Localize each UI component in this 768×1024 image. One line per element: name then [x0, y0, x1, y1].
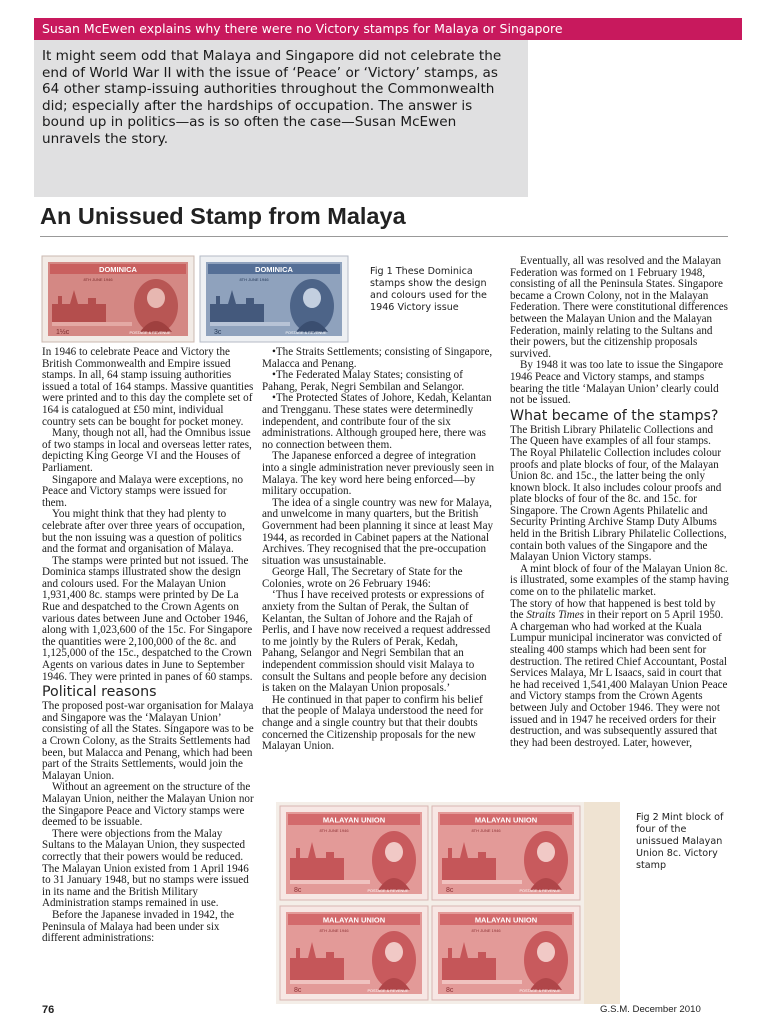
stamp-country: MALAYAN UNION	[322, 815, 386, 825]
issue-date: G.S.M. December 2010	[600, 1004, 701, 1015]
stamp-value: 8c	[294, 887, 302, 894]
section-banner: Susan McEwen explains why there were no Victory stamps for Malaya or Singapore	[34, 18, 742, 40]
paragraph: The idea of a single country was new for Malaya, and unwelcome in many quarters, but the British Government had been planning it since at least May 1944, as recorded in Cabinet papers at the National Archives. They recognised that the pre-occupation situation was unsustainable.	[262, 496, 494, 567]
dominica-3c-stamp	[200, 256, 348, 342]
paragraph: In 1946 to celebrate Peace and Victory the British Commonwealth and Empire issued stamps. In all, 64 stamp issuing authorities issued a total of 164 stamps. Massive quantities were printed and to this day the complete set of 164 is catalogued at £50 mint, individual country sets can be bought for pocket money.	[42, 346, 254, 428]
subheading-political-reasons: Political reasons	[42, 684, 157, 701]
paragraph: The British Library Philatelic Collections and The Queen have examples of all four stamps. The Royal Philatelic Collection includes colour proofs and plate blocks of four, of the Malayan Union 8c. and 15c., the latter being the only known block. It also includes colour proofs and plate blocks of four of the 8c. and 15c. for Singapore. The Crown Agents Philatelic and Security Printing Archive Stamp Duty Albums held in the British Library Philatelic Collections, contain both values of the Singapore and the Malayan Union Victory stamps.	[510, 423, 727, 564]
stamp-legend: POSTAGE & REVENUE	[285, 331, 327, 335]
malayan-union-stamp	[280, 906, 428, 1000]
paragraph: The Japanese enforced a degree of integration into a single administration never previously seen in Malaya. The key word here being enforced—by military occupation.	[262, 450, 494, 498]
stamp-date: 8TH JUNE 1946	[83, 277, 113, 282]
text-run: The story of how that happened is best told by the	[510, 597, 716, 622]
fig1-caption: Fig 1 These Dominica stamps show the design and colours used for the 1946 Victory issue	[370, 266, 487, 313]
page-number: 76	[42, 1004, 55, 1016]
column-2	[262, 347, 494, 753]
malayan-union-stamp	[432, 806, 580, 900]
paragraph: The stamps were printed but not issued. The Dominica stamps illustrated show the design and colours used. For the Malayan Union 1,931,400 8c. stamps were printed by De La Rue and despatched to the Crown Agents on various dates between June and October 1946, along with 1,023,600 of the 15c. For Singapore the quantities were 2,100,000 of the 8c. and 1,125,000 of the 15c., despatched to the Crown Agents on various dates in June to September 1946. They were printed in panes of 60 stamps.	[42, 554, 253, 683]
paragraph: Eventually, all was resolved and the Malayan Federation was formed on 1 February 1948, consisting of all the Peninsula States. Singapore became a Crown Colony, not in the Malayan Federation. There were constitutional differences between the Malayan Union and the Malayan Federation, mainly relating to the Sultans and their powers, but the citizenship proposals survived.	[510, 255, 728, 360]
malayan-union-stamp	[432, 906, 580, 1000]
sheet-margin	[584, 802, 620, 1004]
malayan-union-stamp	[280, 806, 428, 900]
paragraph: Many, though not all, had the Omnibus issue of two stamps in local and overseas letter rates, depicting King George VI and the Houses of Parliament.	[42, 427, 252, 474]
column-3	[510, 256, 730, 749]
paragraph: Before the Japanese invaded in 1942, the Peninsula of Malaya had been under six different administrations:	[42, 908, 235, 945]
paragraph: Singapore and Malaya were exceptions, no Peace and Victory stamps were issued for them.	[42, 473, 243, 509]
standfirst: It might seem odd that Malaya and Singapore did not celebrate the end of World War II with the issue of ‘Peace’ or ‘Victory’ stamps, as 64 other stamp-issuing authorities throughout the Commonwealth did; especially after the hardships of occupation. The answer is bound up in politics—as is so often the case—Susan McEwen unravels the story.	[34, 40, 528, 197]
paragraph: By 1948 it was too late to issue the Singapore 1946 Peace and Victory stamps, and stamps bearing the title ‘Malayan Union’ clearly could not be issued.	[510, 359, 724, 407]
fig2-stamp-block	[276, 802, 620, 1004]
title-rule	[40, 236, 728, 237]
stamp-country: DOMINICA	[99, 265, 137, 274]
paragraph: You might think that they had plenty to celebrate after over three years of occupation, but the non issuing was a question of politics and the format and organisation of Malaya.	[42, 508, 245, 556]
stamp-legend: POSTAGE & REVENUE	[367, 889, 409, 893]
text-run: in their report on 5 April 1950. A chargeman who had worked at the Kuala Lumpur municipal incinerator was convicted of stealing 400 stamps which had been sent for destruction. The retired Chief Accountant, Postal Services Malaya, Mr L Isaacs, said in court that he had received 1,541,400 Malayan Union Peace and Victory stamps from the Crown Agents between July and October 1946. They were not issued and in 1947 he received orders for their destruction, and was subsequently assured that they had been destroyed. Later, however,	[510, 609, 728, 749]
subheading-what-became: What became of the stamps?	[510, 407, 719, 424]
stamp-date: 8TH JUNE 1946	[319, 828, 349, 833]
paragraph: A mint block of four of the Malayan Union 8c. is illustrated, some examples of the stamp having come on to the philatelic market.	[510, 562, 729, 599]
stamp-country: DOMINICA	[255, 265, 293, 274]
publication-name: Straits Times	[526, 609, 584, 622]
dominica-1-5c-stamp	[42, 256, 194, 342]
quote-paragraph: ‘Thus I have received protests or expressions of anxiety from the Sultan of Perak, the Sultan of Kelantan, the Sultan of Johore and the Rajah of Perlis, and I have now received a request addressed to me jointly by the Rulers of Perak, Kedah, Pahang, Selangor and Negri Sembilan that an independent commission should visit Malaya to consult the Sultans and people before any decision is taken on the Malayan Union proposals.’	[262, 589, 491, 695]
paragraph	[510, 599, 730, 750]
fig1-stamps	[40, 254, 350, 344]
stamp-legend: POSTAGE & REVENUE	[129, 331, 171, 335]
stamp-value: 1½c	[56, 329, 70, 336]
stamp-value: 3c	[214, 329, 222, 336]
paragraph: He continued in that paper to confirm his belief that the people of Malaya understood the need for change and a single country but that their doubts concerned the Citizenship proposals for the new Malayan Union.	[262, 693, 484, 753]
paragraph: There were objections from the Malay Sultans to the Malayan Union, they suspected correctly that their powers would be reduced. The Malayan Union existed from 1 April 1946 to 31 January 1948, but no stamps were issued in its name and the British Military Administration stamps remained in use.	[42, 827, 249, 910]
article-title: An Unissued Stamp from Malaya	[40, 203, 406, 229]
paragraph: The proposed post-war organisation for Malaya and Singapore was the ‘Malayan Union’ consisting of all the States. Singapore was to be a Crown Colony, as the Straits Settlements had been, but Malacca and Penang, which had been part of the Straits Settlements, would join the Malayan Union.	[42, 700, 254, 782]
bullet-item: •The Federated Malay States; consisting of Pahang, Perak, Negri Sembilan and Selangor.	[262, 369, 465, 393]
paragraph: Without an agreement on the structure of the Malayan Union, neither the Malayan Union nor the Singapore Peace and Victory stamps were deemed to be issuable.	[42, 781, 254, 829]
bullet-item: •The Straits Settlements; consisting of Singapore, Malacca and Penang.	[262, 346, 493, 370]
fig2-caption: Fig 2 Mint block of four of the unissued Malayan Union 8c. Victory stamp	[636, 812, 724, 871]
column-1	[42, 347, 254, 945]
paragraph: George Hall, The Secretary of State for the Colonies, wrote on 26 February 1946:	[262, 566, 463, 590]
bullet-item: •The Protected States of Johore, Kedah, Kelantan and Trengganu. These states were determinedly independent, and contribute four of the six administrations. Although grouped here, there was no connection between them.	[262, 392, 492, 451]
stamp-date: 8TH JUNE 1946	[239, 277, 269, 282]
